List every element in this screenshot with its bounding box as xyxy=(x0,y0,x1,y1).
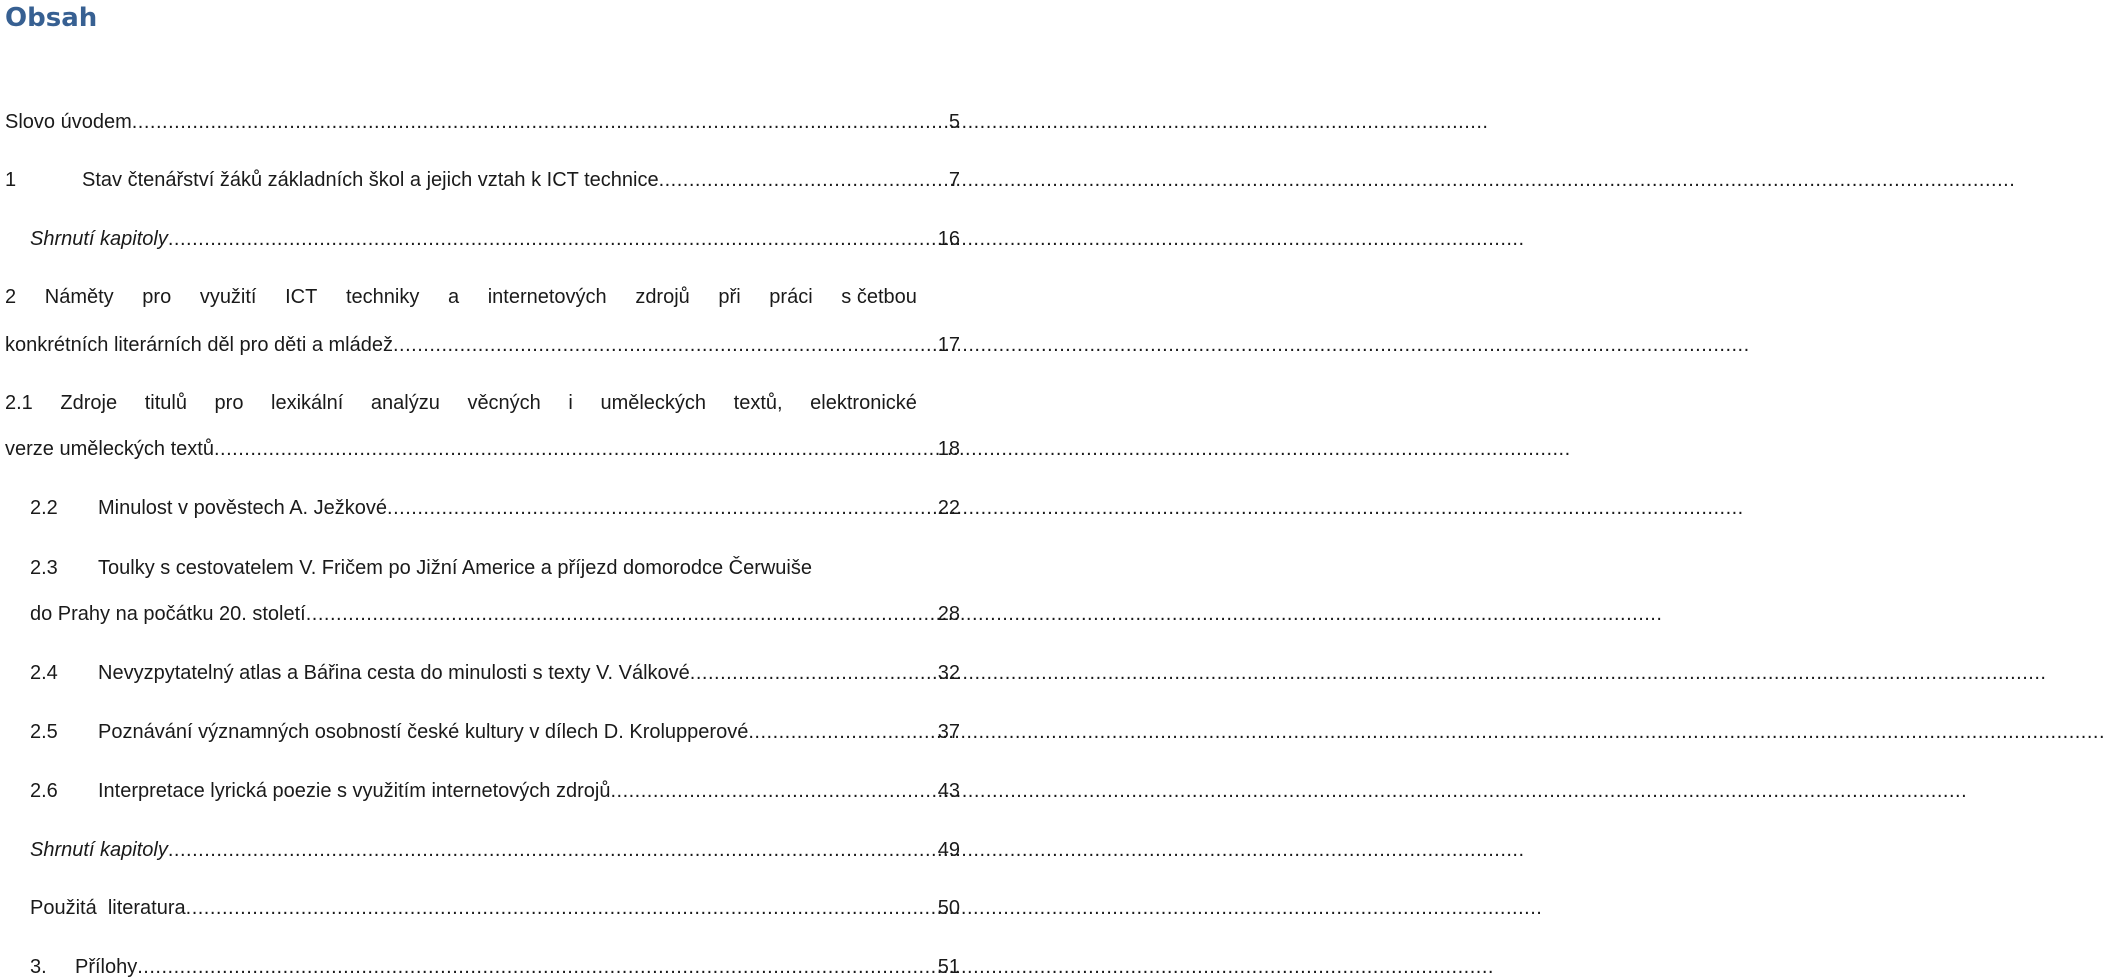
toc-entry-word: věcných xyxy=(467,392,541,414)
toc-entry-text: Minulost v pověstech A. Ježkové xyxy=(98,497,388,519)
toc-entry-number: 2.4 xyxy=(30,662,58,684)
leader-dots xyxy=(610,778,937,804)
toc-entry-word: s četbou xyxy=(841,286,917,308)
toc-entry-2-1-line2[interactable] xyxy=(5,436,960,462)
toc-entry-word: pro xyxy=(214,392,244,414)
toc-page-number: 32 xyxy=(937,662,960,684)
toc-entry-line1 xyxy=(5,390,917,416)
toc-entry-word: elektronické xyxy=(810,392,917,414)
toc-entry-word: a xyxy=(447,286,460,308)
toc-entry-text: Slovo úvodem xyxy=(5,111,132,133)
toc-entry-number: 2.3 xyxy=(30,557,58,579)
toc-page-number: 16 xyxy=(937,228,960,250)
toc-entry-word: využití xyxy=(199,286,257,308)
toc-entry-number: 2.5 xyxy=(30,721,58,743)
toc-entry-word: analýzu xyxy=(370,392,440,414)
toc-entry-word: Zdroje xyxy=(60,392,118,414)
toc-entry-2-line2[interactable] xyxy=(5,332,960,358)
toc-entry-text-line2: verze uměleckých textů xyxy=(5,438,214,460)
toc-page-number: 43 xyxy=(937,780,960,802)
toc-entry-2-4[interactable] xyxy=(30,660,960,686)
toc-page-number: 7 xyxy=(948,169,960,191)
toc-page-number: 5 xyxy=(948,111,960,133)
toc-entry-text: Použitá literatura xyxy=(30,897,186,919)
toc-entry-2-3[interactable] xyxy=(30,555,960,581)
toc-entry-text: Shrnutí kapitoly xyxy=(30,839,168,861)
toc-entry-number: 2.6 xyxy=(30,780,58,802)
toc-entry-text: Shrnutí kapitoly xyxy=(30,228,168,250)
toc-page-number: 49 xyxy=(937,839,960,861)
toc-entry-pouzita-literatura[interactable] xyxy=(30,895,960,921)
toc-entry-word: pro xyxy=(142,286,172,308)
leader-dots xyxy=(168,226,938,252)
toc-entry-slovo-uvodem[interactable] xyxy=(5,109,960,135)
toc-entry-text-line2: konkrétních literárních děl pro děti a mládež xyxy=(5,334,393,356)
toc-entry-shrnuti-kapitoly-2[interactable] xyxy=(30,837,960,863)
toc-entry-word: lexikální xyxy=(271,392,344,414)
toc-entry-line1 xyxy=(5,284,917,310)
leader-dots xyxy=(132,109,949,135)
toc-entry-text: Přílohy xyxy=(75,956,138,978)
toc-entry-word: zdrojů xyxy=(635,286,690,308)
toc-page-number: 17 xyxy=(937,334,960,356)
toc-entry-word: internetových xyxy=(487,286,607,308)
toc-entry-text-line2: do Prahy na počátku 20. století xyxy=(30,603,306,625)
toc-entry-word: textů, xyxy=(733,392,783,414)
toc-entry-2-6[interactable] xyxy=(30,778,960,804)
toc-page-number: 51 xyxy=(937,956,960,978)
toc-entry-word: i xyxy=(568,392,573,414)
toc-page-number: 22 xyxy=(937,497,960,519)
toc-entry-word: při xyxy=(718,286,741,308)
toc-entry-word: ICT xyxy=(285,286,318,308)
leader-dots xyxy=(748,719,937,745)
toc-entry-text: Poznávání významných osobností české kultury v dílech D. Krolupperové xyxy=(98,721,749,743)
toc-entry-shrnuti-kapitoly-1[interactable] xyxy=(30,226,960,252)
toc-entry-number: 3. xyxy=(30,956,47,978)
toc-entry-word: techniky xyxy=(345,286,420,308)
leader-dots xyxy=(690,660,938,686)
toc-entry-word: Náměty xyxy=(44,286,114,308)
toc-entry-number: 2.1 xyxy=(5,392,33,414)
toc-entry-word: uměleckých xyxy=(600,392,707,414)
toc-entry-1[interactable] xyxy=(5,167,960,193)
toc-entry-number: 1 xyxy=(5,169,17,191)
toc-entry-text: Nevyzpytatelný atlas a Bářina cesta do minulosti s texty V. Válkové xyxy=(98,662,690,684)
leader-dots xyxy=(387,495,938,521)
toc-entry-3-prilohy[interactable] xyxy=(30,954,960,980)
toc-entry-2-2[interactable] xyxy=(30,495,960,521)
toc-entry-2-3-line2[interactable] xyxy=(30,601,960,627)
toc-entry-word: práci xyxy=(769,286,813,308)
toc-entry-number: 2 xyxy=(5,286,17,308)
toc-entry-word: titulů xyxy=(144,392,187,414)
toc-page xyxy=(0,0,960,980)
toc-page-number: 37 xyxy=(937,721,960,743)
leader-dots xyxy=(137,954,938,980)
toc-entry-text-line1: Toulky s cestovatelem V. Fričem po Jižní Americe a příjezd domorodce Čerwuiše xyxy=(98,557,812,579)
leader-dots xyxy=(186,895,938,921)
page-title: Obsah xyxy=(5,3,98,33)
toc-page-number: 28 xyxy=(937,603,960,625)
leader-dots xyxy=(214,436,938,462)
leader-dots xyxy=(393,332,938,358)
toc-page-number: 50 xyxy=(937,897,960,919)
leader-dots xyxy=(306,601,938,627)
toc-entry-number: 2.2 xyxy=(30,497,58,519)
toc-entry-text: Stav čtenářství žáků základních škol a jejich vztah k ICT technice xyxy=(82,169,659,191)
toc-entry-text: Interpretace lyrická poezie s využitím internetových zdrojů xyxy=(98,780,611,802)
toc-entry-2-5[interactable] xyxy=(30,719,960,745)
toc-page-number: 18 xyxy=(937,438,960,460)
leader-dots xyxy=(659,167,949,193)
leader-dots xyxy=(168,837,938,863)
